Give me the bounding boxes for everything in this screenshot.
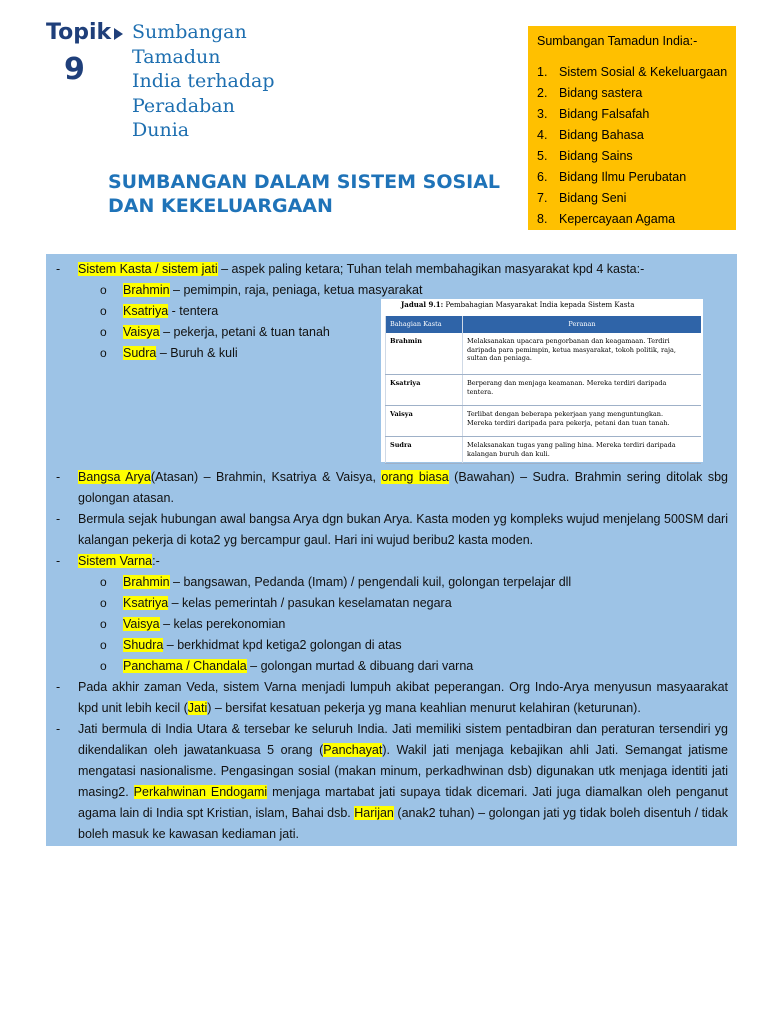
cell-line: kalangan buruh dan kuli.: [467, 449, 550, 458]
arya-paragraph: [46, 467, 737, 488]
caption-text: Pembahagian Masyarakat India kepada Sistem Kasta: [445, 301, 635, 309]
item-label: Bidang sastera: [559, 86, 643, 100]
cell-line: Mereka terdiri daripada para pekerja, petani dan tuan tanah.: [467, 418, 670, 427]
column-header: Bahagian Kasta: [386, 316, 463, 333]
kasta-cell: Vaisya: [386, 406, 463, 437]
text-line: Jati bermula di India Utara & tersebar ke seluruh India. Jati memiliki sistem pentadbiran dan peraturan tersendiri yg: [78, 722, 728, 736]
item-label: Bidang Sains: [559, 149, 633, 163]
peranan-cell: [463, 406, 702, 437]
item-number: 5.: [537, 149, 548, 163]
topic-title-line: Peradaban: [132, 94, 235, 117]
cell-line: daripada para pemimpin, ketua masyarakat, tokoh politik, raja,: [467, 345, 676, 354]
text-segment: (Bawahan) – Sudra. Brahmin sering ditolak sbg: [448, 470, 729, 484]
item-number: 4.: [537, 128, 548, 142]
list-item: [537, 125, 728, 146]
item-label: Kepercayaan Agama: [559, 212, 676, 226]
kasta-cell: Sudra: [386, 437, 463, 464]
kasta-table: [385, 316, 701, 464]
jati-paragraph: [46, 719, 737, 740]
bullet-marker: o: [100, 659, 107, 673]
contributions-title: Sumbangan Tamadun India:-: [537, 34, 698, 48]
highlight-term: Jati: [187, 701, 208, 715]
highlight-term: Vaisya: [123, 617, 160, 631]
item-label: Bidang Falsafah: [559, 107, 650, 121]
contributions-list: [537, 62, 728, 230]
highlight-term: Sistem Varna: [78, 554, 153, 568]
highlight-term: Panchayat: [323, 743, 383, 757]
kasta-intro: [46, 259, 737, 280]
text-segment: – aspek paling ketara; Tuhan telah membahagikan masyarakat kpd 4 kasta:-: [217, 262, 645, 276]
item-label: Bidang Bahasa: [559, 128, 644, 142]
cell-line: Terlibat dengan beberapa pekerjaan yang menguntungkan.: [467, 410, 664, 418]
text-segment: (Atasan) – Brahmin, Ksatriya & Vaisya,: [150, 470, 382, 484]
text-segment: menjaga martabat jati supaya tidak dicemari. Jati juga diamalkan oleh penganut: [267, 785, 728, 799]
highlight-term: Perkahwinan Endogami: [133, 785, 268, 799]
topic-title-line: Tamadun: [132, 45, 221, 68]
text-segment: ) – bersifat kesatuan pekerja yg mana keahlian menurut kelahiran (keturunan).: [207, 701, 641, 715]
kasta-table-figure: [381, 299, 703, 462]
text-line: [78, 782, 728, 803]
dash-marker: -: [56, 680, 61, 694]
topic-title-line: India terhadap: [132, 70, 275, 92]
bermula-paragraph: [46, 509, 737, 530]
text-segment: – pekerja, petani & tuan tanah: [159, 325, 330, 339]
bullet-marker: o: [100, 617, 107, 631]
list-item: [537, 188, 728, 209]
dash-marker: -: [56, 512, 61, 526]
cell-line: Berperang dan menjaga keamanan. Mereka terdiri daripada: [467, 379, 667, 387]
list-item: [537, 146, 728, 167]
item-label: Sistem Sosial & Kekeluargaan: [559, 65, 728, 79]
cell-line: Melaksanakan upacara pengorbanan dan keagamaan. Terdiri: [467, 337, 670, 345]
item-number: 2.: [537, 86, 548, 100]
dash-marker: -: [56, 470, 61, 484]
topik-label: Topik: [46, 20, 112, 45]
kasta-cell: Ksatriya: [386, 375, 463, 406]
table-row: [386, 333, 702, 375]
text-segment: masing2.: [78, 785, 134, 799]
cell-line: Melaksanakan tugas yang paling hina. Mereka terdiri daripada: [467, 441, 676, 449]
text-segment: – golongan murtad & dibuang dari varna: [246, 659, 474, 673]
table-row: [386, 375, 702, 406]
triangle-arrow-icon: [114, 28, 123, 40]
text-line: [78, 803, 728, 824]
highlight-term: Shudra: [123, 638, 164, 652]
item-label: Bidang Ilmu Perubatan: [559, 170, 687, 184]
text-segment: – bangsawan, Pedanda (Imam) / pengendali kuil, golongan terpelajar dll: [169, 575, 572, 589]
highlight-term: Sudra: [123, 346, 157, 360]
highlight-term: Brahmin: [123, 283, 170, 297]
highlight-term: Ksatriya: [123, 304, 169, 318]
highlight-term: Brahmin: [123, 575, 170, 589]
topik-number: 9: [64, 52, 85, 87]
bullet-marker: o: [100, 283, 107, 297]
bullet-marker: o: [100, 575, 107, 589]
item-number: 6.: [537, 170, 548, 184]
item-number: 7.: [537, 191, 548, 205]
text-line: mengatasi nasionalisme. Pengasingan sosial (makan minum, perkadhwinan dsb) digunakan utk menjaga identiti jati: [78, 764, 728, 778]
item-label: Bidang Seni: [559, 191, 627, 205]
table-row: [386, 437, 702, 464]
topic-title: [132, 20, 282, 143]
cell-line: sultan dan peniaga.: [467, 354, 532, 362]
text-line: [78, 740, 728, 761]
peranan-cell: [463, 437, 702, 464]
text-segment: kpd unit lebih kecil (: [78, 701, 188, 715]
text-segment: dikendalikan oleh jawatankuasa 5 orang (: [78, 743, 324, 757]
list-item: [537, 62, 728, 83]
highlight-term: orang biasa: [381, 470, 449, 484]
list-item: [537, 83, 728, 104]
bullet-marker: o: [100, 638, 107, 652]
list-item: [537, 167, 728, 188]
item-number: 1.: [537, 65, 548, 79]
cell-line: tentera.: [467, 387, 494, 396]
peranan-cell: [463, 375, 702, 406]
kasta-cell: Brahmin: [386, 333, 463, 375]
table-row: [386, 406, 702, 437]
dash-marker: -: [56, 554, 61, 568]
text-line: Pada akhir zaman Veda, sistem Varna menjadi lumpuh akibat peperangan. Org Indo-Arya menyusun masyaarakat: [78, 680, 728, 694]
highlight-term: Sistem Kasta / sistem jati: [78, 262, 218, 276]
text-segment: - tentera: [168, 304, 219, 318]
caption-label: Jadual 9.1:: [401, 300, 444, 309]
text-line: golongan atasan.: [78, 491, 174, 505]
text-line: boleh masuk ke kawasan kediaman jati.: [78, 827, 299, 841]
text-line: Bermula sejak hubungan awal bangsa Arya dgn bukan Arya. Kasta moden yg kompleks wujud menjelang 500SM dari: [78, 512, 728, 526]
dash-marker: -: [56, 722, 61, 736]
text-segment: – pemimpin, raja, peniaga, ketua masyarakat: [169, 283, 423, 297]
item-number: 8.: [537, 212, 548, 226]
highlight-term: Panchama / Chandala: [123, 659, 247, 673]
text-line: kalangan pekerja di kota2 yg bercampur gaul. Hari ini wujud beribu2 kasta moden.: [78, 533, 534, 547]
text-segment: :-: [152, 554, 160, 568]
highlight-term: Harijan: [354, 806, 394, 820]
section-heading-line: DAN KEKELUARGAAN: [108, 195, 333, 217]
list-item: [537, 104, 728, 125]
highlight-term: Vaisya: [123, 325, 160, 339]
text-segment: agama lain di India spt Kristian, islam, Bahai dsb.: [78, 806, 355, 820]
highlight-term: Ksatriya: [123, 596, 169, 610]
list-item: [537, 209, 728, 230]
table-caption: [401, 300, 634, 309]
text-segment: (anak2 tuhan) – golongan jati yg tidak boleh disentuh / tidak: [393, 806, 728, 820]
text-segment: ). Wakil jati menjaga kebajikan ahli Jati. Semangat jatisme: [382, 743, 728, 757]
text-line: [78, 698, 641, 719]
topic-title-line: Sumbangan: [132, 21, 247, 43]
bullet-marker: o: [100, 325, 107, 339]
table-header-row: [386, 316, 702, 333]
peranan-cell: [463, 333, 702, 375]
section-heading: [108, 170, 528, 218]
text-segment: – Buruh & kuli: [156, 346, 238, 360]
topic-title-line: Dunia: [132, 119, 190, 141]
highlight-term: Bangsa Arya: [78, 470, 151, 484]
item-number: 3.: [537, 107, 548, 121]
column-header: Peranan: [463, 316, 702, 333]
bullet-marker: o: [100, 596, 107, 610]
text-segment: – kelas pemerintah / pasukan keselamatan negara: [168, 596, 452, 610]
dash-marker: -: [56, 262, 61, 276]
bullet-marker: o: [100, 346, 107, 360]
bullet-marker: o: [100, 304, 107, 318]
contributions-box: [528, 26, 736, 230]
text-segment: – berkhidmat kpd ketiga2 golongan di atas: [163, 638, 402, 652]
veda-paragraph: [46, 677, 737, 698]
section-heading-line: SUMBANGAN DALAM SISTEM SOSIAL: [108, 171, 501, 193]
text-segment: – kelas perekonomian: [159, 617, 286, 631]
